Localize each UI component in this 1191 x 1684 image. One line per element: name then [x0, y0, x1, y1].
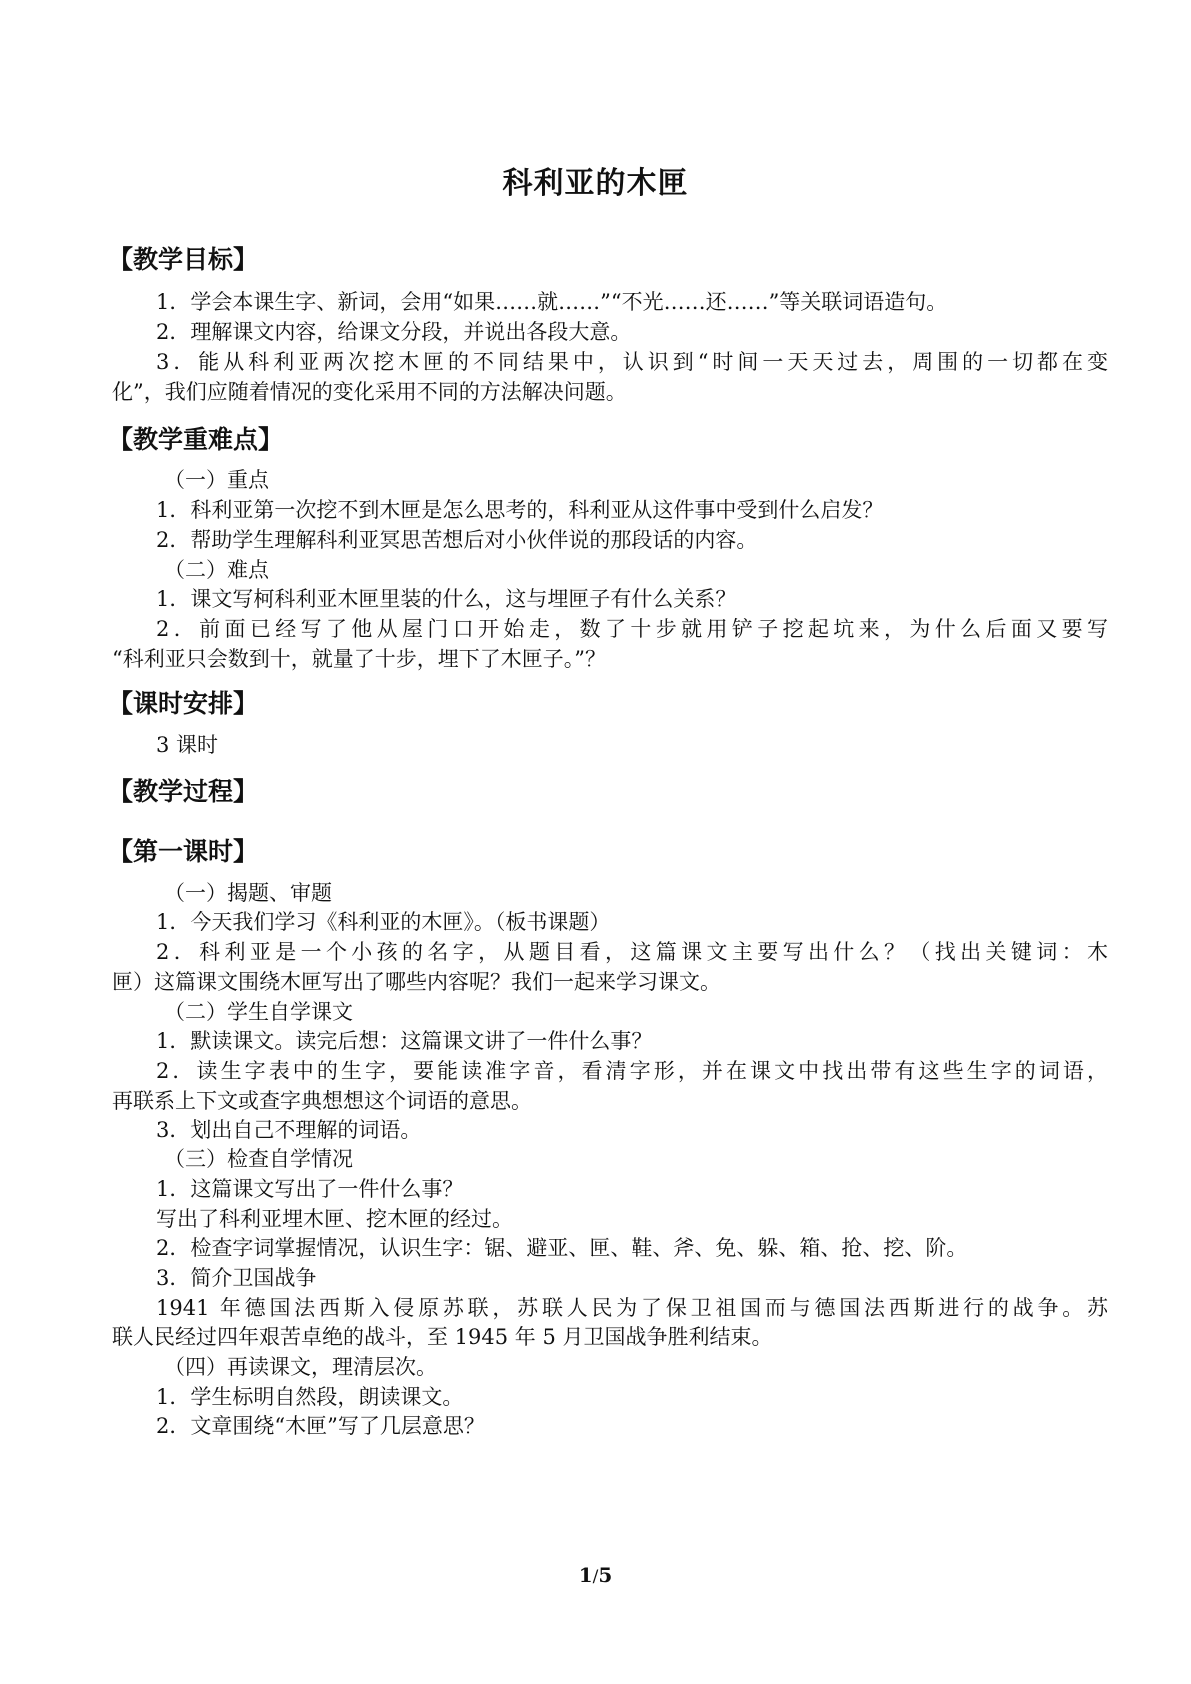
page-total: 5: [598, 1563, 613, 1587]
page-current: 1: [578, 1563, 593, 1587]
process-subheading-2: （二）学生自学课文: [164, 1000, 353, 1024]
goal-item-3-line-1: 3．能从科利亚两次挖木匣的不同结果中，认识到“时间一天天过去，周围的一切都在变: [156, 350, 1108, 374]
process-item-6: 1．这篇课文写出了一件什么事？: [156, 1177, 464, 1201]
heading-teaching-process: 【教学过程】: [108, 777, 259, 806]
process-item-10-line-1: 1941 年德国法西斯入侵原苏联，苏联人民为了保卫祖国而与德国法西斯进行的战争。苏: [156, 1296, 1108, 1320]
process-item-8: 2．检查字词掌握情况，认识生字：锯、避亚、匣、鞋、斧、免、躲、箱、抢、挖、阶。: [156, 1236, 968, 1260]
subheading-key: （一）重点: [164, 468, 269, 492]
process-item-5: 3．划出自己不理解的词语。: [156, 1118, 422, 1142]
process-item-9: 3．简介卫国战争: [156, 1266, 317, 1290]
process-subheading-1: （一）揭题、审题: [164, 881, 332, 905]
key-item-2: 2．帮助学生理解科利亚冥思苦想后对小伙伴说的那段话的内容。: [156, 528, 758, 552]
process-item-10-line-2: 联人民经过四年艰苦卓绝的战斗，至 1945 年 5 月卫国战争胜利结束。: [112, 1325, 773, 1349]
difficult-item-1: 1．课文写柯科利亚木匣里装的什么，这与埋匣子有什么关系？: [156, 587, 737, 611]
process-subheading-4: （四）再读课文，理清层次。: [164, 1355, 437, 1379]
process-subheading-3: （三）检查自学情况: [164, 1147, 353, 1171]
schedule-text: 3 课时: [156, 733, 219, 757]
heading-lesson-one: 【第一课时】: [108, 837, 259, 866]
difficult-item-2-line-2: “科利亚只会数到十，就量了十步，埋下了木匣子。”？: [112, 647, 606, 671]
document-title: 科利亚的木匣: [502, 166, 689, 201]
heading-key-points: 【教学重难点】: [108, 425, 284, 454]
difficult-item-2-line-1: 2．前面已经写了他从屋门口开始走，数了十步就用铲子挖起坑来，为什么后面又要写: [156, 617, 1108, 641]
page-separator: /: [592, 1567, 599, 1587]
process-item-12: 2．文章围绕“木匣”写了几层意思？: [156, 1414, 485, 1438]
page-number: [0, 1563, 1191, 1587]
process-item-2-line-2: 匣）这篇课文围绕木匣写出了哪些内容呢？我们一起来学习课文。: [112, 970, 721, 994]
key-item-1: 1．科利亚第一次挖不到木匣是怎么思考的，科利亚从这件事中受到什么启发？: [156, 498, 884, 522]
goal-item-2: 2．理解课文内容，给课文分段，并说出各段大意。: [156, 320, 632, 344]
goal-item-1: 1．学会本课生字、新词，会用“如果……就……”“不光……还……”等关联词语造句。: [156, 290, 948, 314]
heading-teaching-goals: 【教学目标】: [108, 245, 259, 274]
subheading-difficult: （二）难点: [164, 558, 269, 582]
process-item-2-line-1: 2．科利亚是一个小孩的名字，从题目看，这篇课文主要写出什么？（找出关键词：木: [156, 940, 1108, 964]
heading-schedule: 【课时安排】: [108, 689, 259, 718]
goal-item-3-line-2: 化”，我们应随着情况的变化采用不同的方法解决问题。: [112, 380, 627, 404]
process-item-7: 写出了科利亚埋木匣、挖木匣的经过。: [156, 1207, 513, 1231]
process-item-4-line-1: 2．读生字表中的生字，要能读准字音，看清字形，并在课文中找出带有这些生字的词语，: [156, 1059, 1108, 1083]
process-item-4-line-2: 再联系上下文或查字典想想这个词语的意思。: [112, 1089, 532, 1113]
process-item-11: 1．学生标明自然段，朗读课文。: [156, 1385, 464, 1409]
process-item-3: 1．默读课文。读完后想：这篇课文讲了一件什么事？: [156, 1029, 653, 1053]
process-item-1: 1．今天我们学习《科利亚的木匣》。（板书课题）: [156, 910, 611, 934]
